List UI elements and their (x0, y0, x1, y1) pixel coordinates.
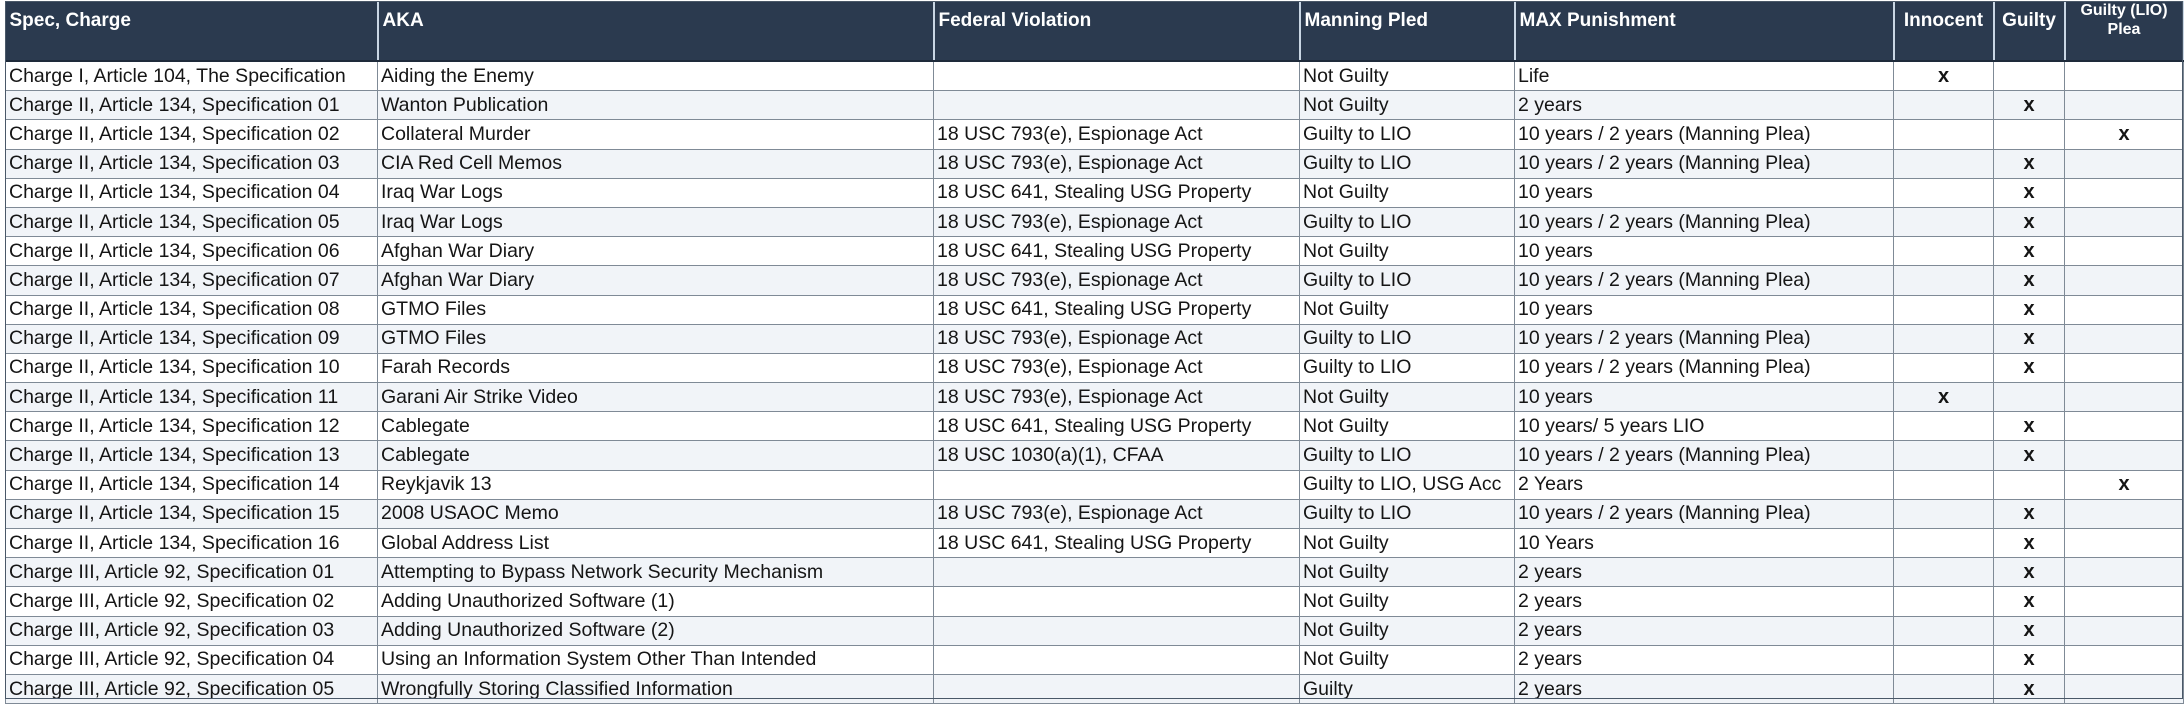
cell-innocent[interactable] (1894, 412, 1994, 441)
cell-max-punishment[interactable]: 10 years / 2 years (Manning Plea) (1515, 324, 1894, 353)
cell-manning-pled[interactable]: Not Guilty (1300, 61, 1515, 91)
cell-aka[interactable]: Afghan War Diary (378, 266, 934, 295)
table-row (6, 383, 2184, 412)
cell-max-punishment[interactable]: 10 years / 2 years (Manning Plea) (1515, 441, 1894, 470)
cell-guilty-lio-plea[interactable]: x (2065, 470, 2184, 499)
table-row (6, 178, 2184, 207)
cell-guilty-lio-plea[interactable] (2065, 353, 2184, 382)
cell-aka[interactable]: GTMO Files (378, 295, 934, 324)
cell-manning-pled[interactable]: Guilty to LIO (1300, 324, 1515, 353)
cell-manning-pled[interactable]: Not Guilty (1300, 529, 1515, 558)
cell-max-punishment[interactable]: 2 years (1515, 558, 1894, 587)
cell-max-punishment[interactable]: 10 Years (1515, 529, 1894, 558)
table-row (6, 558, 2184, 587)
cell-federal-violation[interactable]: 18 USC 641, Stealing USG Property (934, 178, 1300, 207)
cell-max-punishment[interactable]: 10 years (1515, 178, 1894, 207)
cell-federal-violation[interactable]: 18 USC 793(e), Espionage Act (934, 266, 1300, 295)
cell-spec-charge[interactable]: Charge II, Article 134, Specification 07 (6, 266, 378, 295)
cell-guilty[interactable]: x (1994, 558, 2065, 587)
table-header (6, 1, 2184, 61)
cell-spec-charge[interactable]: Charge II, Article 134, Specification 03 (6, 149, 378, 178)
cell-guilty[interactable]: x (1994, 324, 2065, 353)
cell-aka[interactable]: Reykjavik 13 (378, 470, 934, 499)
cell-innocent[interactable] (1894, 441, 1994, 470)
cell-spec-charge[interactable]: Charge II, Article 134, Specification 01 (6, 91, 378, 120)
cell-spec-charge[interactable]: Charge II, Article 134, Specification 04 (6, 178, 378, 207)
cell-manning-pled[interactable]: Guilty to LIO (1300, 149, 1515, 178)
cell-federal-violation[interactable] (934, 587, 1300, 616)
cell-guilty[interactable] (1994, 61, 2065, 91)
cell-manning-pled[interactable]: Guilty to LIO (1300, 120, 1515, 149)
cell-guilty[interactable]: x (1994, 353, 2065, 382)
cell-spec-charge[interactable]: Charge III, Article 92, Specification 01 (6, 558, 378, 587)
cell-innocent[interactable] (1894, 149, 1994, 178)
header-aka[interactable]: AKA (378, 1, 934, 61)
cell-guilty-lio-plea[interactable] (2065, 674, 2184, 703)
cell-guilty-lio-plea[interactable] (2065, 61, 2184, 91)
cell-manning-pled[interactable]: Not Guilty (1300, 645, 1515, 674)
table-row (6, 529, 2184, 558)
cell-guilty[interactable]: x (1994, 645, 2065, 674)
cell-guilty-lio-plea[interactable] (2065, 587, 2184, 616)
cell-guilty[interactable]: x (1994, 266, 2065, 295)
cell-manning-pled[interactable]: Not Guilty (1300, 295, 1515, 324)
cell-innocent[interactable] (1894, 237, 1994, 266)
cell-federal-violation[interactable] (934, 645, 1300, 674)
cell-spec-charge[interactable]: Charge II, Article 134, Specification 11 (6, 383, 378, 412)
table-row (6, 207, 2184, 236)
cell-manning-pled[interactable]: Guilty to LIO, USG Acc (1300, 470, 1515, 499)
table-row (6, 237, 2184, 266)
cell-manning-pled[interactable]: Not Guilty (1300, 91, 1515, 120)
cell-spec-charge[interactable]: Charge II, Article 134, Specification 16 (6, 529, 378, 558)
cell-guilty[interactable] (1994, 383, 2065, 412)
header-guilty-lio-plea[interactable]: Guilty (LIO) Plea (2065, 1, 2184, 61)
cell-max-punishment[interactable]: 10 years / 2 years (Manning Plea) (1515, 499, 1894, 528)
cell-innocent[interactable] (1894, 120, 1994, 149)
table-row (6, 616, 2184, 645)
cell-aka[interactable]: Afghan War Diary (378, 237, 934, 266)
cell-federal-violation[interactable] (934, 91, 1300, 120)
cell-guilty-lio-plea[interactable] (2065, 178, 2184, 207)
cell-federal-violation[interactable]: 18 USC 793(e), Espionage Act (934, 120, 1300, 149)
cell-guilty-lio-plea[interactable]: x (2065, 120, 2184, 149)
cell-guilty-lio-plea[interactable] (2065, 645, 2184, 674)
cell-max-punishment[interactable]: 10 years / 2 years (Manning Plea) (1515, 266, 1894, 295)
cell-max-punishment[interactable]: 10 years (1515, 237, 1894, 266)
cell-innocent[interactable] (1894, 207, 1994, 236)
cell-guilty-lio-plea[interactable] (2065, 499, 2184, 528)
cell-aka[interactable]: 2008 USAOC Memo (378, 499, 934, 528)
table-row (6, 91, 2184, 120)
cell-federal-violation[interactable]: 18 USC 793(e), Espionage Act (934, 207, 1300, 236)
charges-table (5, 1, 2184, 704)
cell-max-punishment[interactable]: 2 years (1515, 587, 1894, 616)
cell-aka[interactable]: Collateral Murder (378, 120, 934, 149)
cell-innocent[interactable] (1894, 616, 1994, 645)
cell-max-punishment[interactable]: 10 years/ 5 years LIO (1515, 412, 1894, 441)
cell-manning-pled[interactable]: Not Guilty (1300, 412, 1515, 441)
cell-federal-violation[interactable]: 18 USC 793(e), Espionage Act (934, 383, 1300, 412)
cell-spec-charge[interactable]: Charge II, Article 134, Specification 15 (6, 499, 378, 528)
cell-aka[interactable]: GTMO Files (378, 324, 934, 353)
header-spec-charge[interactable]: Spec, Charge (6, 1, 378, 61)
cell-max-punishment[interactable]: 2 years (1515, 616, 1894, 645)
cell-aka[interactable]: Wrongfully Storing Classified Information (378, 674, 934, 703)
cell-spec-charge[interactable]: Charge II, Article 134, Specification 05 (6, 207, 378, 236)
cell-guilty[interactable]: x (1994, 295, 2065, 324)
cell-manning-pled[interactable]: Not Guilty (1300, 616, 1515, 645)
cell-guilty[interactable]: x (1994, 178, 2065, 207)
cell-federal-violation[interactable]: 18 USC 793(e), Espionage Act (934, 353, 1300, 382)
cell-innocent[interactable] (1894, 178, 1994, 207)
cell-max-punishment[interactable]: 2 Years (1515, 470, 1894, 499)
cell-federal-violation[interactable]: 18 USC 641, Stealing USG Property (934, 295, 1300, 324)
table-row (6, 674, 2184, 703)
table-row (6, 324, 2184, 353)
cell-guilty-lio-plea[interactable] (2065, 441, 2184, 470)
cell-aka[interactable]: Adding Unauthorized Software (1) (378, 587, 934, 616)
cell-manning-pled[interactable]: Guilty to LIO (1300, 353, 1515, 382)
cell-guilty-lio-plea[interactable] (2065, 295, 2184, 324)
cell-guilty-lio-plea[interactable] (2065, 324, 2184, 353)
table-body (6, 61, 2184, 704)
cell-spec-charge[interactable]: Charge I, Article 104, The Specification (6, 61, 378, 91)
cell-aka[interactable]: Aiding the Enemy (378, 61, 934, 91)
cell-manning-pled[interactable]: Guilty to LIO (1300, 266, 1515, 295)
table-row (6, 120, 2184, 149)
cell-aka[interactable]: Wanton Publication (378, 91, 934, 120)
table-row (6, 470, 2184, 499)
cell-max-punishment[interactable]: 10 years (1515, 383, 1894, 412)
cell-spec-charge[interactable]: Charge II, Article 134, Specification 08 (6, 295, 378, 324)
cell-manning-pled[interactable]: Guilty to LIO (1300, 207, 1515, 236)
cell-max-punishment[interactable]: 2 years (1515, 645, 1894, 674)
cell-aka[interactable]: CIA Red Cell Memos (378, 149, 934, 178)
table-row (6, 353, 2184, 382)
cell-guilty-lio-plea[interactable] (2065, 207, 2184, 236)
cell-guilty-lio-plea[interactable] (2065, 529, 2184, 558)
cell-innocent[interactable] (1894, 470, 1994, 499)
cell-max-punishment[interactable]: 10 years / 2 years (Manning Plea) (1515, 353, 1894, 382)
cell-spec-charge[interactable]: Charge II, Article 134, Specification 02 (6, 120, 378, 149)
cell-spec-charge[interactable]: Charge II, Article 134, Specification 09 (6, 324, 378, 353)
header-max-punishment[interactable]: MAX Punishment (1515, 1, 1894, 61)
cell-federal-violation[interactable]: 18 USC 641, Stealing USG Property (934, 412, 1300, 441)
cell-innocent[interactable] (1894, 91, 1994, 120)
cell-guilty[interactable]: x (1994, 529, 2065, 558)
table-row (6, 266, 2184, 295)
cell-manning-pled[interactable]: Not Guilty (1300, 237, 1515, 266)
cell-guilty[interactable]: x (1994, 237, 2065, 266)
cell-federal-violation[interactable] (934, 674, 1300, 703)
cell-max-punishment[interactable]: 10 years (1515, 295, 1894, 324)
header-guilty[interactable]: Guilty (1994, 1, 2065, 61)
cell-spec-charge[interactable]: Charge II, Article 134, Specification 10 (6, 353, 378, 382)
cell-guilty-lio-plea[interactable] (2065, 91, 2184, 120)
cell-max-punishment[interactable]: 10 years / 2 years (Manning Plea) (1515, 149, 1894, 178)
cell-federal-violation[interactable]: 18 USC 641, Stealing USG Property (934, 529, 1300, 558)
cell-guilty[interactable]: x (1994, 91, 2065, 120)
cell-innocent[interactable] (1894, 558, 1994, 587)
cell-federal-violation[interactable]: 18 USC 641, Stealing USG Property (934, 237, 1300, 266)
cell-max-punishment[interactable]: 2 years (1515, 91, 1894, 120)
cell-innocent[interactable] (1894, 295, 1994, 324)
cell-spec-charge[interactable]: Charge III, Article 92, Specification 02 (6, 587, 378, 616)
cell-federal-violation[interactable]: 18 USC 1030(a)(1), CFAA (934, 441, 1300, 470)
cell-innocent[interactable] (1894, 324, 1994, 353)
cell-aka[interactable]: Garani Air Strike Video (378, 383, 934, 412)
table-row (6, 645, 2184, 674)
cell-federal-violation[interactable] (934, 470, 1300, 499)
cell-guilty[interactable]: x (1994, 587, 2065, 616)
cell-guilty-lio-plea[interactable] (2065, 558, 2184, 587)
cell-spec-charge[interactable]: Charge III, Article 92, Specification 05 (6, 674, 378, 703)
cell-max-punishment[interactable]: 2 years (1515, 674, 1894, 703)
cell-guilty-lio-plea[interactable] (2065, 412, 2184, 441)
cell-aka[interactable]: Iraq War Logs (378, 207, 934, 236)
cell-aka[interactable]: Cablegate (378, 441, 934, 470)
cell-innocent[interactable] (1894, 674, 1994, 703)
table-row (6, 61, 2184, 91)
cell-manning-pled[interactable]: Not Guilty (1300, 383, 1515, 412)
cell-guilty[interactable]: x (1994, 441, 2065, 470)
cell-max-punishment[interactable]: Life (1515, 61, 1894, 91)
cell-aka[interactable]: Global Address List (378, 529, 934, 558)
cell-innocent[interactable] (1894, 587, 1994, 616)
cell-innocent[interactable] (1894, 353, 1994, 382)
cell-guilty-lio-plea[interactable] (2065, 237, 2184, 266)
cell-aka[interactable]: Attempting to Bypass Network Security Mechanism (378, 558, 934, 587)
table-row (6, 412, 2184, 441)
charges-spreadsheet (5, 1, 2183, 699)
cell-max-punishment[interactable]: 10 years / 2 years (Manning Plea) (1515, 207, 1894, 236)
cell-guilty-lio-plea[interactable] (2065, 616, 2184, 645)
cell-aka[interactable]: Using an Information System Other Than Intended (378, 645, 934, 674)
header-manning-pled[interactable]: Manning Pled (1300, 1, 1515, 61)
cell-guilty[interactable]: x (1994, 207, 2065, 236)
cell-innocent[interactable] (1894, 529, 1994, 558)
cell-aka[interactable]: Farah Records (378, 353, 934, 382)
cell-federal-violation[interactable] (934, 616, 1300, 645)
cell-guilty-lio-plea[interactable] (2065, 383, 2184, 412)
cell-innocent[interactable] (1894, 645, 1994, 674)
cell-spec-charge[interactable]: Charge III, Article 92, Specification 03 (6, 616, 378, 645)
cell-manning-pled[interactable]: Not Guilty (1300, 587, 1515, 616)
cell-spec-charge[interactable]: Charge II, Article 134, Specification 14 (6, 470, 378, 499)
cell-spec-charge[interactable]: Charge II, Article 134, Specification 13 (6, 441, 378, 470)
cell-federal-violation[interactable]: 18 USC 793(e), Espionage Act (934, 149, 1300, 178)
cell-guilty[interactable]: x (1994, 149, 2065, 178)
cell-federal-violation[interactable] (934, 61, 1300, 91)
cell-federal-violation[interactable]: 18 USC 793(e), Espionage Act (934, 324, 1300, 353)
header-row (6, 1, 2184, 61)
cell-max-punishment[interactable]: 10 years / 2 years (Manning Plea) (1515, 120, 1894, 149)
cell-manning-pled[interactable]: Guilty (1300, 674, 1515, 703)
cell-federal-violation[interactable]: 18 USC 793(e), Espionage Act (934, 499, 1300, 528)
cell-manning-pled[interactable]: Not Guilty (1300, 178, 1515, 207)
cell-innocent[interactable]: x (1894, 61, 1994, 91)
table-row (6, 587, 2184, 616)
cell-aka[interactable]: Iraq War Logs (378, 178, 934, 207)
cell-spec-charge[interactable]: Charge II, Article 134, Specification 06 (6, 237, 378, 266)
cell-guilty[interactable]: x (1994, 412, 2065, 441)
cell-manning-pled[interactable]: Not Guilty (1300, 558, 1515, 587)
cell-innocent[interactable] (1894, 266, 1994, 295)
cell-guilty[interactable] (1994, 470, 2065, 499)
table-row (6, 149, 2184, 178)
table-row (6, 441, 2184, 470)
cell-guilty[interactable] (1994, 120, 2065, 149)
header-innocent[interactable]: Innocent (1894, 1, 1994, 61)
cell-spec-charge[interactable]: Charge III, Article 92, Specification 04 (6, 645, 378, 674)
cell-innocent[interactable]: x (1894, 383, 1994, 412)
cell-guilty[interactable]: x (1994, 674, 2065, 703)
table-row (6, 295, 2184, 324)
cell-spec-charge[interactable]: Charge II, Article 134, Specification 12 (6, 412, 378, 441)
cell-manning-pled[interactable]: Guilty to LIO (1300, 441, 1515, 470)
cell-aka[interactable]: Cablegate (378, 412, 934, 441)
cell-guilty-lio-plea[interactable] (2065, 149, 2184, 178)
cell-guilty[interactable]: x (1994, 616, 2065, 645)
cell-federal-violation[interactable] (934, 558, 1300, 587)
cell-manning-pled[interactable]: Guilty to LIO (1300, 499, 1515, 528)
cell-guilty[interactable]: x (1994, 499, 2065, 528)
cell-aka[interactable]: Adding Unauthorized Software (2) (378, 616, 934, 645)
table-row (6, 499, 2184, 528)
header-federal-violation[interactable]: Federal Violation (934, 1, 1300, 61)
cell-guilty-lio-plea[interactable] (2065, 266, 2184, 295)
cell-innocent[interactable] (1894, 499, 1994, 528)
